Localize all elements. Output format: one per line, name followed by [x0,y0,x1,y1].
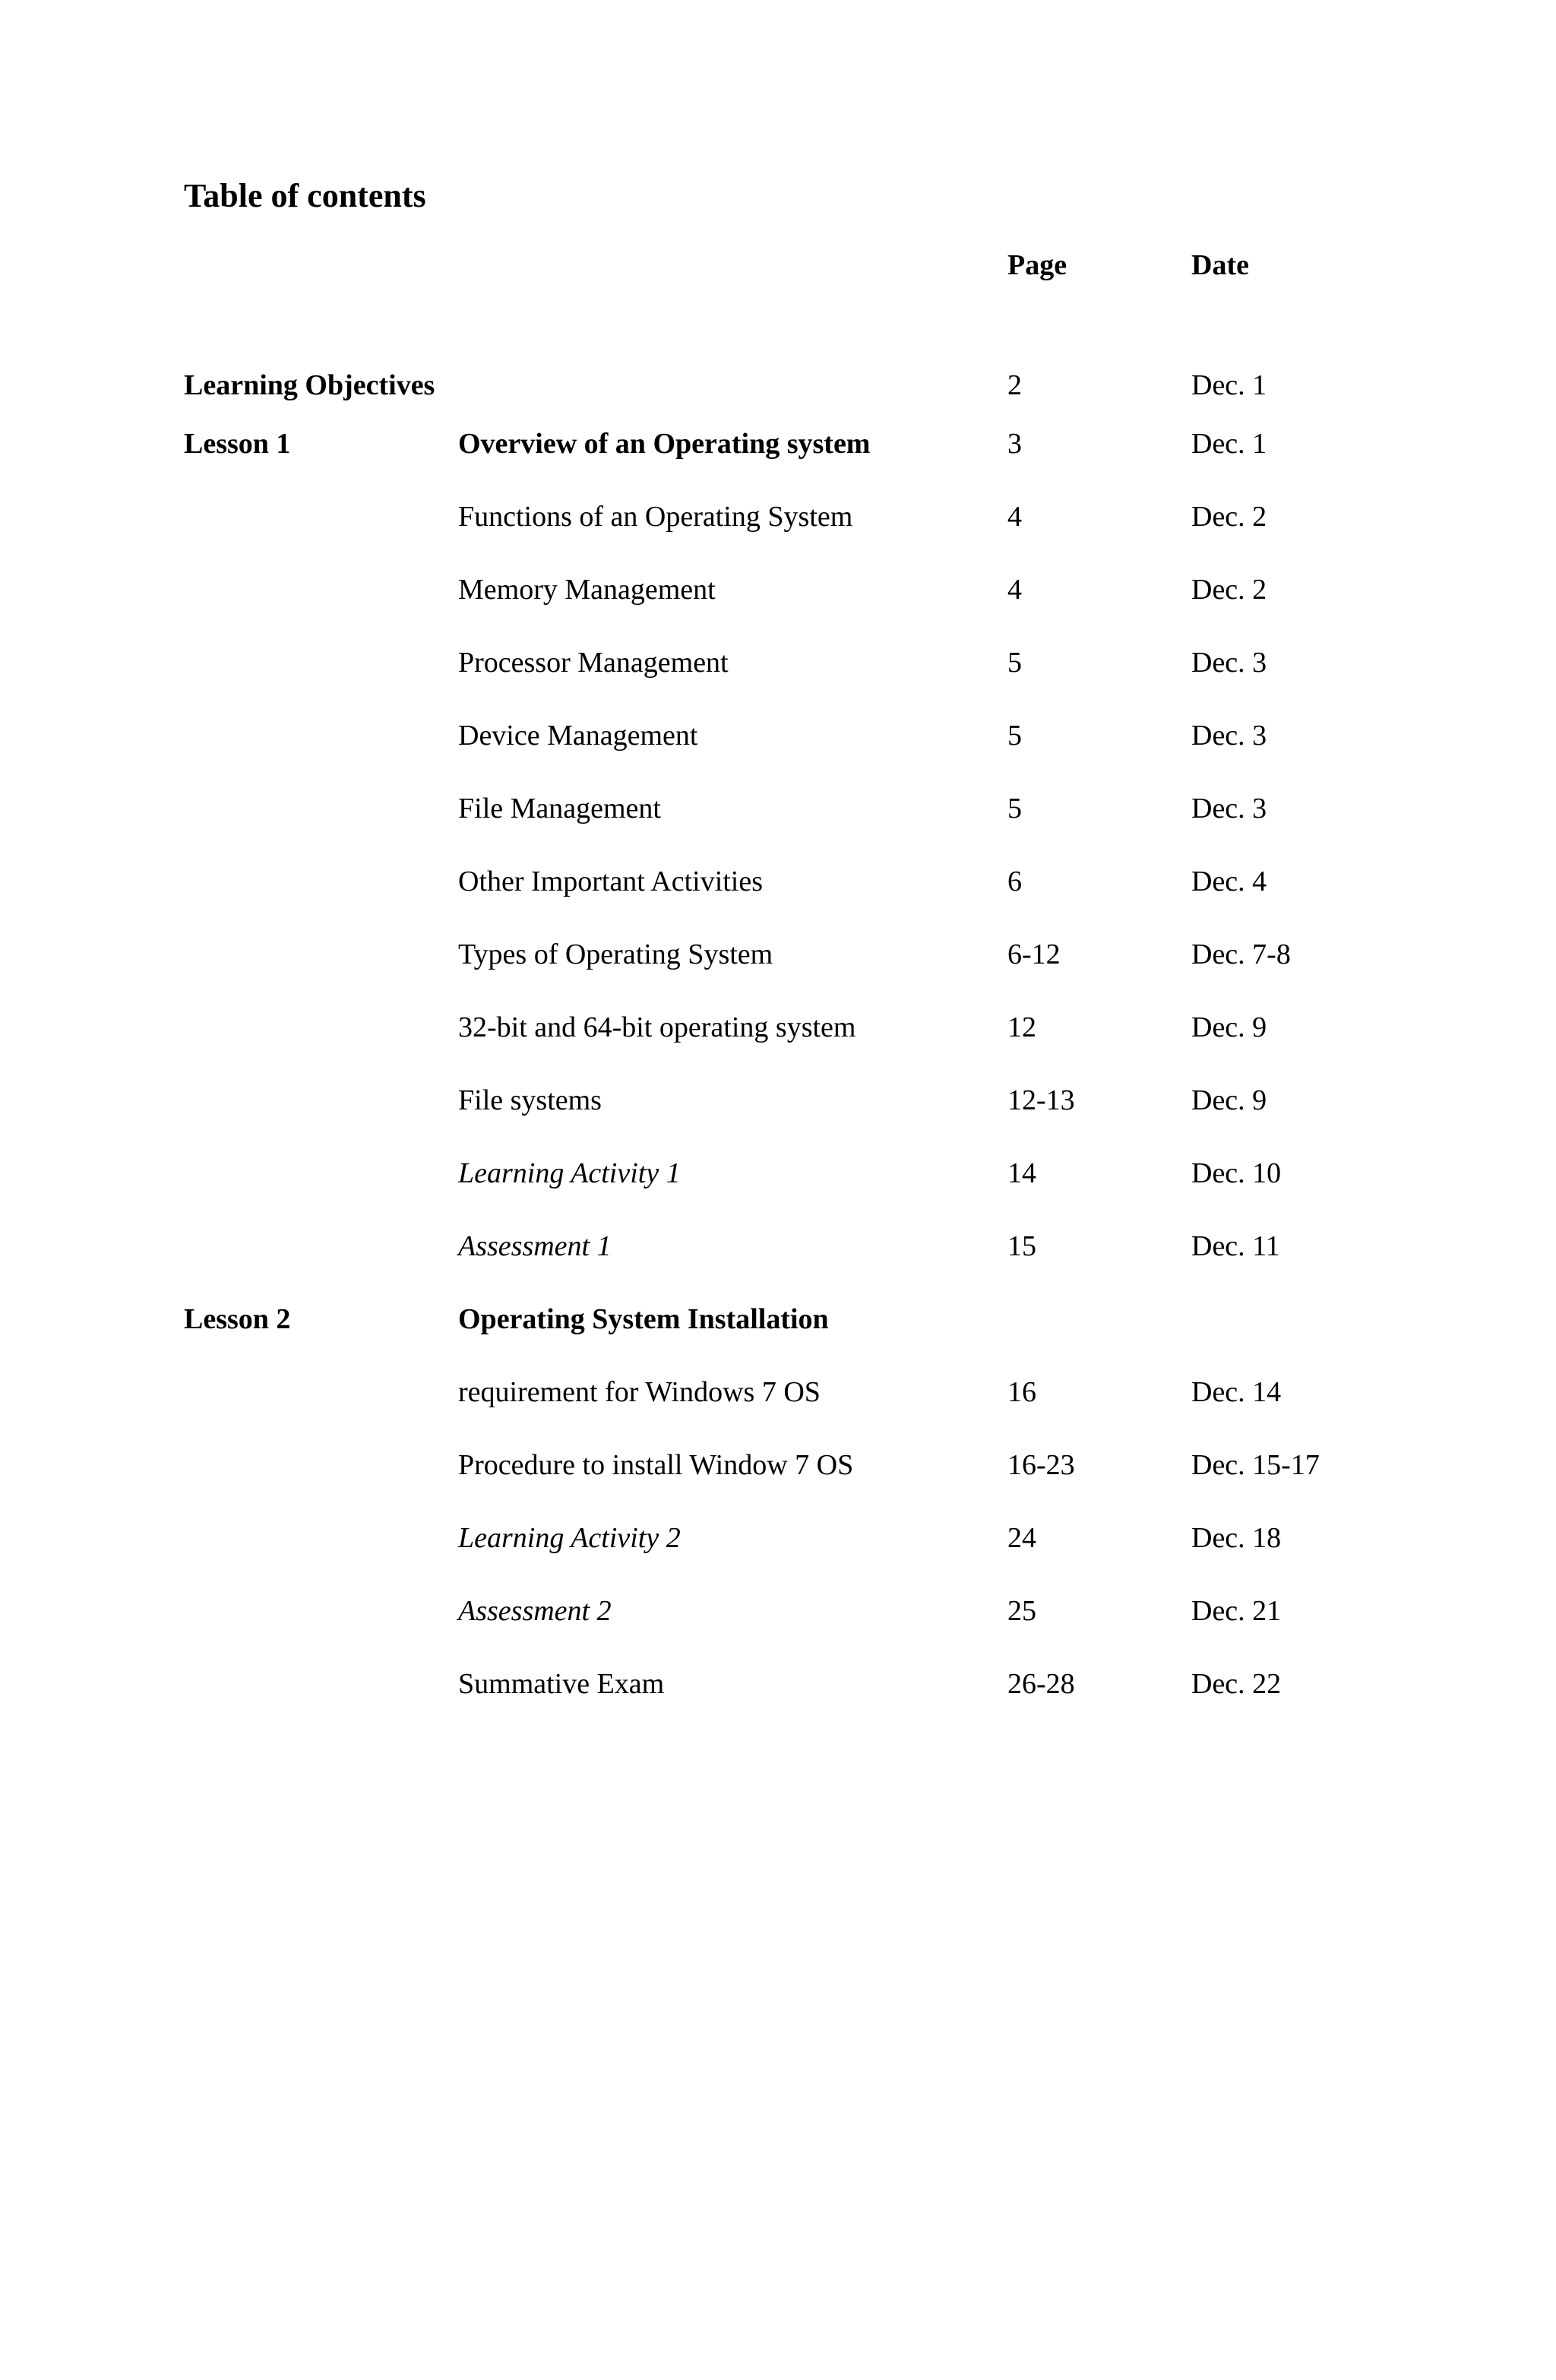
toc-topic-title: Device Management [458,720,698,752]
toc-topic-title: requirement for Windows 7 OS [458,1376,821,1408]
toc-topic-title: 32-bit and 64-bit operating system [458,1011,856,1043]
toc-topic-title: Learning Activity 1 [458,1157,681,1189]
toc-date: Dec. 1 [1191,369,1267,401]
toc-topic-title: Operating System Installation [458,1303,829,1335]
toc-date: Dec. 1 [1191,428,1267,460]
toc-page-number: 15 [1007,1230,1036,1262]
toc-topic-title: Processor Management [458,647,729,679]
toc-page-number: 4 [1007,574,1022,606]
column-header-page: Page [1007,249,1067,281]
toc-date: Dec. 3 [1191,793,1267,824]
toc-date: Dec. 2 [1191,574,1267,606]
toc-page-number: 5 [1007,647,1022,679]
toc-topic-title: Learning Activity 2 [458,1522,681,1554]
toc-date: Dec. 10 [1191,1157,1282,1189]
toc-page-number: 3 [1007,428,1022,460]
toc-page-number: 5 [1007,720,1022,752]
toc-page-number: 5 [1007,793,1022,824]
toc-date: Dec. 9 [1191,1011,1267,1043]
toc-page-number: 16 [1007,1376,1036,1408]
toc-entry [0,1451,1556,1496]
toc-entry [0,1597,1556,1642]
toc-page-number: 12 [1007,1011,1036,1043]
toc-section-label: Learning Objectives [184,369,435,401]
toc-date: Dec. 18 [1191,1522,1282,1554]
toc-entry [0,429,1556,475]
toc-entry [0,1232,1556,1277]
toc-date: Dec. 21 [1191,1595,1282,1627]
toc-page-number: 4 [1007,501,1022,533]
toc-section-label: Lesson 1 [184,428,291,460]
toc-page-number: 6 [1007,866,1022,897]
toc-entry [0,1013,1556,1059]
toc-entry [0,502,1556,548]
toc-date: Dec. 4 [1191,866,1267,897]
toc-entry [0,371,1556,416]
toc-entry [0,1378,1556,1423]
toc-entry [0,721,1556,767]
toc-page-number: 6-12 [1007,938,1061,970]
toc-topic-title: File systems [458,1084,602,1116]
toc-entry [0,940,1556,986]
toc-topic-title: Memory Management [458,574,716,606]
toc-entry [0,794,1556,840]
toc-date: Dec. 3 [1191,720,1267,752]
toc-section-label: Lesson 2 [184,1303,291,1335]
toc-page-number: 16-23 [1007,1449,1075,1481]
toc-date: Dec. 2 [1191,501,1267,533]
toc-topic-title: Assessment 2 [458,1595,612,1627]
toc-topic-title: Types of Operating System [458,938,773,970]
toc-topic-title: Overview of an Operating system [458,428,871,460]
toc-page-number: 12-13 [1007,1084,1075,1116]
toc-entry [0,1524,1556,1569]
toc-entry [0,1305,1556,1350]
toc-topic-title: Assessment 1 [458,1230,612,1262]
toc-date: Dec. 11 [1191,1230,1280,1262]
toc-date: Dec. 14 [1191,1376,1282,1408]
toc-topic-title: Other Important Activities [458,866,764,897]
toc-entry [0,1086,1556,1131]
toc-date: Dec. 22 [1191,1668,1282,1700]
toc-topic-title: Summative Exam [458,1668,665,1700]
toc-date: Dec. 3 [1191,647,1267,679]
column-header-date: Date [1191,249,1249,281]
toc-page-number: 14 [1007,1157,1036,1189]
toc-entry [0,1669,1556,1715]
toc-entry [0,1159,1556,1204]
toc-date: Dec. 9 [1191,1084,1267,1116]
toc-page-number: 25 [1007,1595,1036,1627]
toc-date: Dec. 15-17 [1191,1449,1320,1481]
toc-page-number: 2 [1007,369,1022,401]
toc-topic-title: File Management [458,793,661,824]
toc-topic-title: Procedure to install Window 7 OS [458,1449,854,1481]
toc-page-number: 24 [1007,1522,1036,1554]
toc-topic-title: Functions of an Operating System [458,501,853,533]
toc-entry [0,867,1556,913]
page-title: Table of contents [184,177,426,214]
toc-page-number: 26-28 [1007,1668,1075,1700]
toc-entry [0,648,1556,694]
toc-entry [0,575,1556,621]
toc-date: Dec. 7-8 [1191,938,1291,970]
